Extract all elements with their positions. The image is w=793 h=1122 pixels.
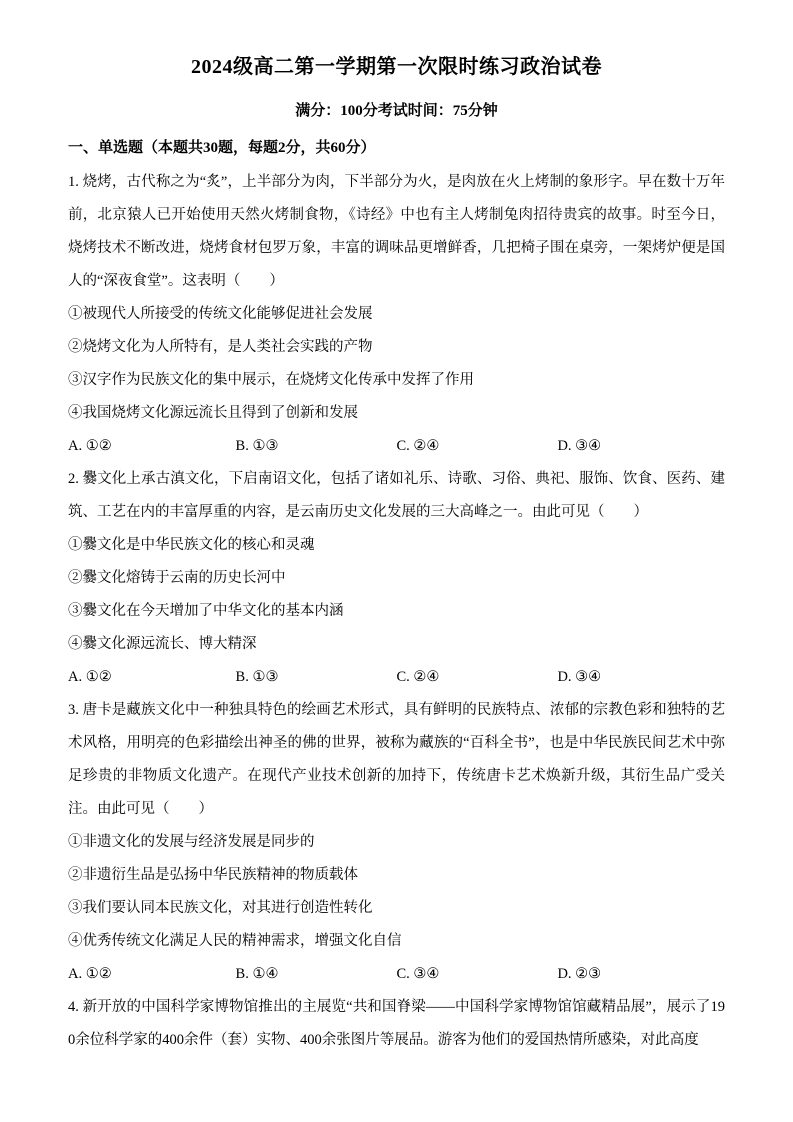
question-item: ③我们要认同本民族文化，对其进行创造性转化 bbox=[68, 900, 373, 916]
question-item: ②爨文化熔铸于云南的历史长河中 bbox=[68, 570, 286, 586]
question-item: ②烧烤文化为人所特有，是人类社会实践的产物 bbox=[68, 339, 373, 355]
exam-info: 满分：100分考试时间：75分钟 bbox=[295, 103, 498, 119]
answer-option: C. ③④ bbox=[396, 966, 440, 982]
question-item: ④爨文化源远流长、博大精深 bbox=[68, 636, 257, 652]
question-item: ①爨文化是中华民族文化的核心和灵魂 bbox=[68, 537, 315, 553]
answer-option: B. ①③ bbox=[235, 669, 279, 685]
question-options bbox=[68, 958, 725, 991]
answer-option: D. ②③ bbox=[557, 966, 602, 982]
question-block bbox=[68, 463, 725, 694]
question-items bbox=[68, 826, 725, 958]
question-items bbox=[68, 298, 725, 430]
answer-option: B. ①④ bbox=[235, 966, 279, 982]
question-stem: 3. 唐卡是藏族文化中一种独具特色的绘画艺术形式，具有鲜明的民族特点、浓郁的宗教色彩和独特的艺术风格，用明亮的色彩描绘出神圣的佛的世界，被称为藏族的“百科全书”，也是中华民族民间艺术中弥足珍贵的非物质文化遗产。在现代产业技术创新的加持下，传统唐卡艺术焕新升级，其衍生品广受关注。由此可见（ ） bbox=[68, 702, 725, 817]
question-stem: 1. 烧烤，古代称之为“炙”，上半部分为肉，下半部分为火，是肉放在火上烤制的象形字。早在数十万年前，北京猿人已开始使用天然火烤制食物，《诗经》中也有主人烤制兔肉招待贵宾的故事。时至今日，烧烤技术不断改进，烧烤食材包罗万象，丰富的调味品更增鲜香，几把椅子围在桌旁，一架烤炉便是国人的“深夜食堂”。这表明（ ） bbox=[68, 174, 725, 289]
question-item: ①被现代人所接受的传统文化能够促进社会发展 bbox=[68, 306, 373, 322]
section-heading: 一、单选题（本题共30题，每题2分，共60分） bbox=[68, 140, 376, 156]
answer-option: C. ②④ bbox=[396, 438, 440, 454]
question-block bbox=[68, 694, 725, 991]
question-block bbox=[68, 991, 725, 1057]
answer-option: B. ①③ bbox=[235, 438, 279, 454]
question-items bbox=[68, 529, 725, 661]
question-options bbox=[68, 430, 725, 463]
answer-option: D. ③④ bbox=[557, 669, 602, 685]
question-stem: 2. 爨文化上承古滇文化，下启南诏文化，包括了诸如礼乐、诗歌、习俗、典祀、服饰、饮食、医药、建筑、工艺在内的丰富厚重的内容，是云南历史文化发展的三大高峰之一。由此可见（ ） bbox=[68, 471, 725, 520]
question-item: ③爨文化在今天增加了中华文化的基本内涵 bbox=[68, 603, 344, 619]
question-stem: 4. 新开放的中国科学家博物馆推出的主展览“共和国脊梁——中国科学家博物馆馆藏精品展”，展示了190余位科学家的400余件（套）实物、400余张图片等展品。游客为他们的爱国热情所感染，对此高度 bbox=[68, 999, 725, 1048]
answer-option: C. ②④ bbox=[396, 669, 440, 685]
answer-option: A. ①② bbox=[68, 966, 112, 982]
question-item: ④我国烧烤文化源远流长且得到了创新和发展 bbox=[68, 405, 358, 421]
answer-option: A. ①② bbox=[68, 438, 112, 454]
answer-option: D. ③④ bbox=[557, 438, 602, 454]
question-item: ④优秀传统文化满足人民的精神需求，增强文化自信 bbox=[68, 933, 402, 949]
question-options bbox=[68, 661, 725, 694]
page-title: 2024级高二第一学期第一次限时练习政治试卷 bbox=[191, 56, 602, 78]
answer-option: A. ①② bbox=[68, 669, 112, 685]
question-item: ①非遗文化的发展与经济发展是同步的 bbox=[68, 834, 315, 850]
question-item: ②非遗衍生品是弘扬中华民族精神的物质载体 bbox=[68, 867, 358, 883]
question-item: ③汉字作为民族文化的集中展示，在烧烤文化传承中发挥了作用 bbox=[68, 372, 474, 388]
question-block bbox=[68, 166, 725, 463]
questions-list bbox=[68, 166, 725, 1057]
